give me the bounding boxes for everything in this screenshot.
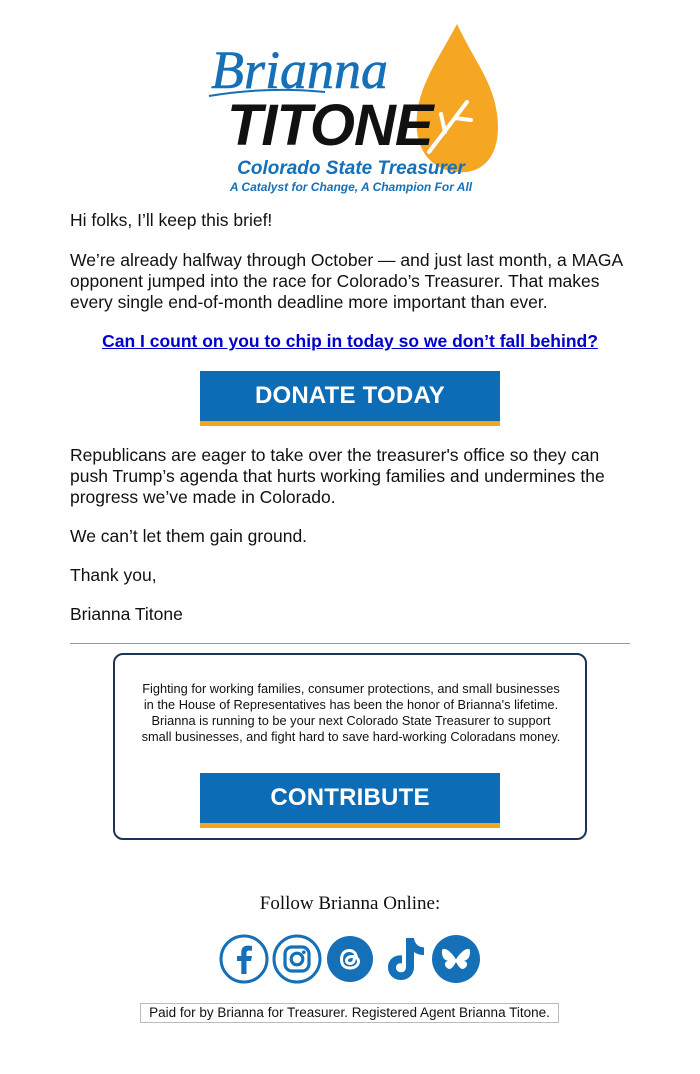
paragraph-ground: We can’t let them gain ground. [70, 526, 308, 546]
paid-for-disclaimer: Paid for by Brianna for Treasurer. Registered Agent Brianna Titone. [140, 1003, 559, 1023]
contribute-button[interactable]: CONTRIBUTE [200, 773, 500, 828]
donate-today-button[interactable]: DONATE TODAY [200, 371, 500, 426]
campaign-logo [205, 22, 505, 197]
instagram-icon[interactable] [272, 934, 322, 984]
signoff: Thank you, [70, 565, 157, 585]
follow-label: Follow Brianna Online: [259, 893, 441, 914]
email-body [70, 210, 630, 643]
threads-icon[interactable] [325, 934, 375, 984]
bluesky-icon[interactable] [431, 934, 481, 984]
logo-office: Colorado State Treasurer [237, 158, 465, 179]
facebook-icon[interactable] [219, 934, 269, 984]
divider [70, 643, 630, 644]
greeting: Hi folks, I’ll keep this brief! [70, 210, 273, 230]
paragraph-opponent: We’re already halfway through October — and just last month, a MAGA opponent jumped into the race for Colorado’s Treasurer. That makes every single end-of-month deadline more important than ever. [70, 250, 623, 312]
bio-box [113, 653, 587, 840]
chip-in-link[interactable]: Can I count on you to chip in today so we don’t fall behind? [102, 331, 598, 351]
tiktok-icon[interactable] [378, 934, 428, 984]
social-links [219, 934, 483, 986]
paragraph-republicans: Republicans are eager to take over the treasurer's office so they can push Trump’s agenda that hurts working families and undermines the progress we’ve made in Colorado. [70, 445, 605, 507]
signature: Brianna Titone [70, 604, 183, 624]
bio-text: Fighting for working families, consumer protections, and small businesses in the House of Representatives has been the honor of Brianna's lifetime. Brianna is running to be your next Colorado State Treasurer to support small businesses, and fight hard to save hard-working Coloradans money. [141, 681, 561, 744]
logo-first-name: Brianna [211, 40, 389, 100]
logo-tagline: A Catalyst for Change, A Champion For All [229, 180, 473, 194]
logo-last-name: TITONE [227, 93, 433, 158]
